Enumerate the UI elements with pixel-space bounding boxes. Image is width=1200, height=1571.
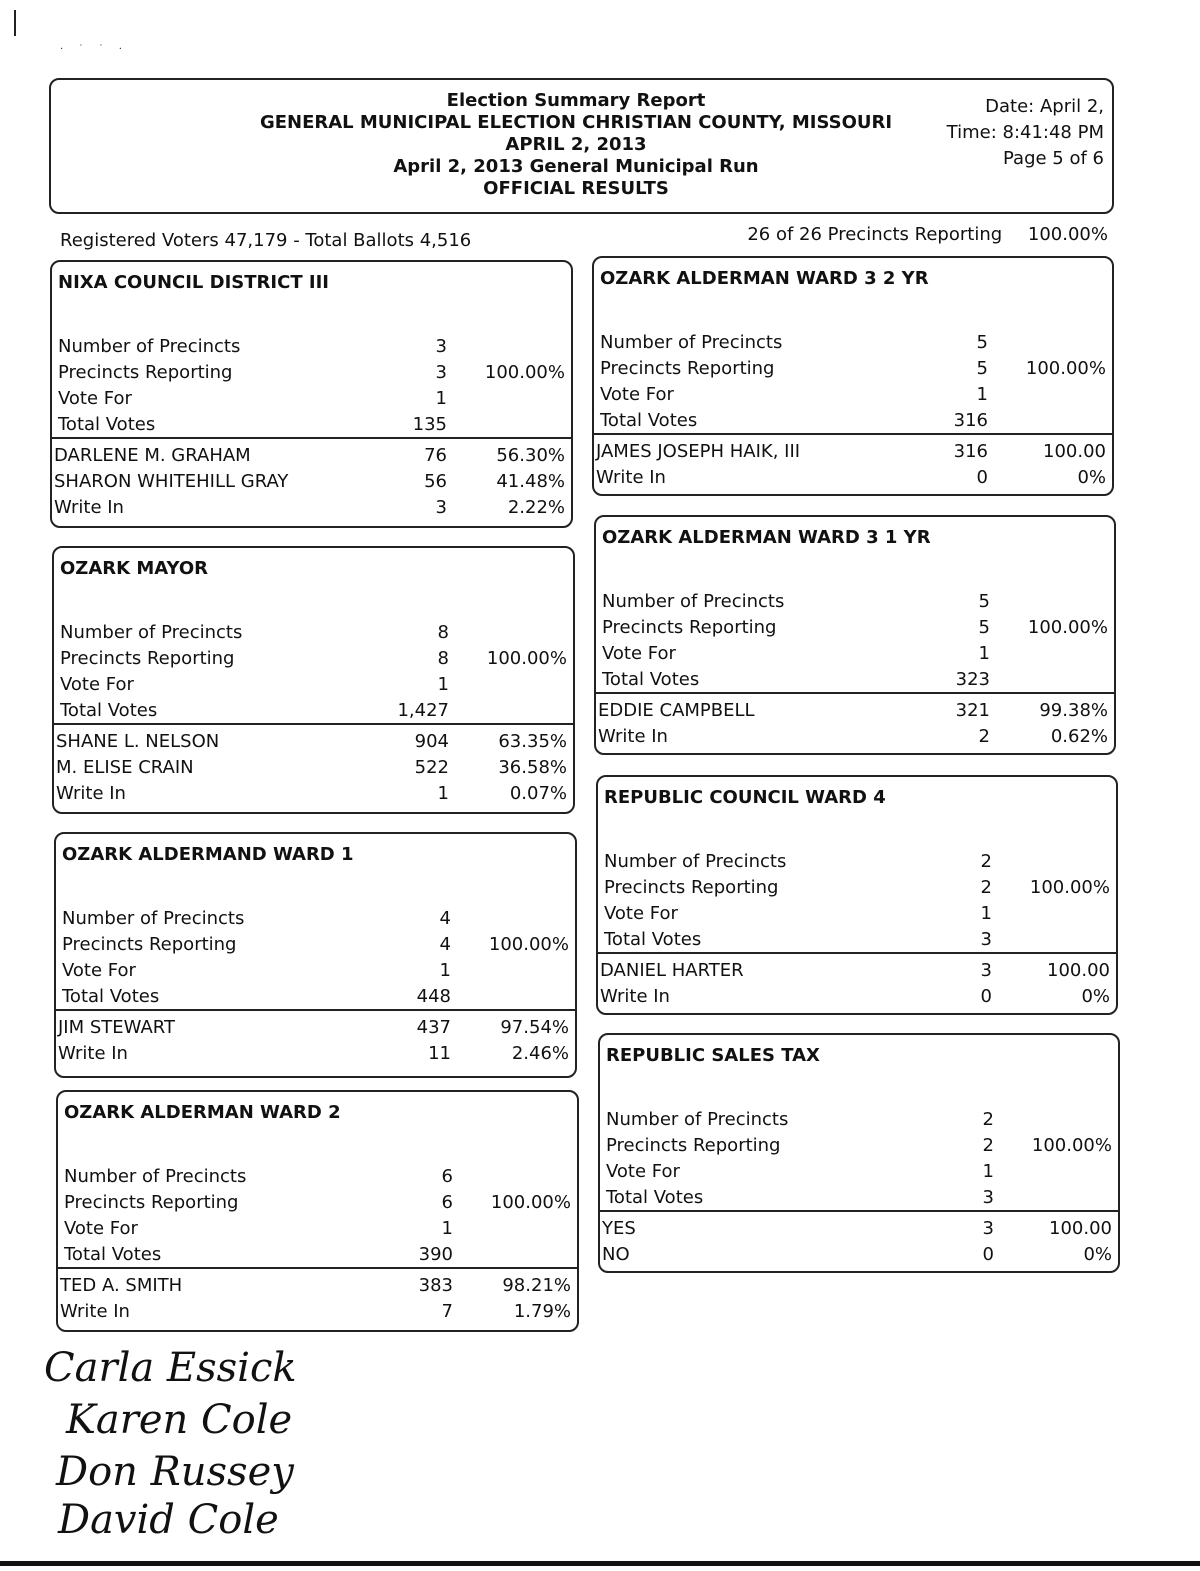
contest-title: OZARK MAYOR <box>60 558 209 579</box>
candidate-percent: 0% <box>1077 467 1106 488</box>
candidate-row <box>54 469 565 495</box>
candidate-name: TED A. SMITH <box>60 1275 183 1296</box>
precincts-reporting-row <box>602 615 1108 641</box>
precincts-reporting-row <box>604 875 1110 901</box>
contest-stats <box>60 620 567 724</box>
stat-percent: 100.00% <box>1027 617 1108 638</box>
run-name: April 2, 2013 General Municipal Run <box>393 156 759 177</box>
contest-title: OZARK ALDERMAND WARD 1 <box>62 844 354 865</box>
stat-value: 5 <box>976 358 988 379</box>
candidate-name: DARLENE M. GRAHAM <box>54 445 251 466</box>
candidate-name: Write In <box>598 726 668 747</box>
stat-label: Vote For <box>606 1161 680 1182</box>
stat-value: 4 <box>439 934 451 955</box>
results-divider <box>56 1009 575 1011</box>
stat-label: Number of Precincts <box>62 908 245 929</box>
candidate-votes: 904 <box>414 731 449 752</box>
number-of-precincts-row <box>62 906 569 932</box>
candidate-row <box>54 443 565 469</box>
candidate-row <box>60 1273 571 1299</box>
candidate-percent: 0% <box>1081 986 1110 1007</box>
stat-value: 3 <box>980 929 992 950</box>
candidate-percent: 0.07% <box>509 783 567 804</box>
signature: David Cole <box>58 1497 279 1543</box>
stat-label: Vote For <box>600 384 674 405</box>
candidate-percent: 99.38% <box>1039 700 1108 721</box>
candidate-row <box>58 1015 569 1041</box>
stat-label: Total Votes <box>64 1244 162 1265</box>
candidate-percent: 100.00 <box>1049 1218 1112 1239</box>
stat-label: Total Votes <box>600 410 698 431</box>
results-divider <box>596 692 1114 694</box>
results-divider <box>54 723 573 725</box>
stat-value: 316 <box>953 410 988 431</box>
stat-value: 1,427 <box>397 700 449 721</box>
precincts-reporting-summary: 26 of 26 Precincts Reporting <box>747 224 1003 245</box>
stat-label: Precincts Reporting <box>58 362 233 383</box>
stat-label: Precincts Reporting <box>62 934 237 955</box>
candidate-votes: 56 <box>424 471 447 492</box>
stat-value: 1 <box>976 384 988 405</box>
stat-label: Vote For <box>602 643 676 664</box>
number-of-precincts-row <box>602 589 1108 615</box>
candidate-votes: 0 <box>976 467 988 488</box>
stat-value: 390 <box>418 1244 453 1265</box>
candidate-name: NO <box>602 1244 630 1265</box>
total-votes-row <box>58 412 565 438</box>
candidate-votes: 7 <box>441 1301 453 1322</box>
candidate-votes: 2 <box>978 726 990 747</box>
candidate-name: M. ELISE CRAIN <box>56 757 194 778</box>
total-votes-row <box>600 408 1106 434</box>
stat-value: 1 <box>978 643 990 664</box>
candidate-list <box>600 958 1110 1010</box>
stat-value: 135 <box>412 414 447 435</box>
candidate-votes: 3 <box>982 1218 994 1239</box>
stat-value: 1 <box>441 1218 453 1239</box>
contest-title: NIXA COUNCIL DISTRICT III <box>58 272 329 293</box>
precincts-reporting-row <box>62 932 569 958</box>
stat-percent: 100.00% <box>1025 358 1106 379</box>
total-votes-row <box>62 984 569 1010</box>
candidate-list <box>56 729 567 807</box>
candidate-row <box>56 755 567 781</box>
candidate-list <box>60 1273 571 1325</box>
stat-value: 5 <box>976 332 988 353</box>
header-meta <box>947 94 1104 172</box>
candidate-row <box>600 958 1110 984</box>
contest-box <box>54 832 577 1078</box>
results-divider <box>52 437 571 439</box>
stat-label: Number of Precincts <box>64 1166 247 1187</box>
candidate-percent: 2.22% <box>507 497 565 518</box>
precincts-reporting-row <box>64 1190 571 1216</box>
stat-value: 1 <box>437 674 449 695</box>
number-of-precincts-row <box>60 620 567 646</box>
contest-box <box>596 775 1118 1015</box>
stat-value: 6 <box>441 1192 453 1213</box>
results-divider <box>594 433 1112 435</box>
vote-for-row <box>600 382 1106 408</box>
stat-label: Number of Precincts <box>606 1109 789 1130</box>
precincts-reporting-row <box>600 356 1106 382</box>
candidate-percent: 97.54% <box>500 1017 569 1038</box>
candidate-row <box>54 495 565 521</box>
stat-label: Number of Precincts <box>60 622 243 643</box>
stat-value: 323 <box>955 669 990 690</box>
stat-label: Vote For <box>58 388 132 409</box>
candidate-votes: 0 <box>982 1244 994 1265</box>
candidate-percent: 0% <box>1083 1244 1112 1265</box>
stat-value: 3 <box>982 1187 994 1208</box>
stat-label: Precincts Reporting <box>600 358 775 379</box>
candidate-name: Write In <box>60 1301 130 1322</box>
candidate-list <box>602 1216 1112 1268</box>
candidate-votes: 0 <box>980 986 992 1007</box>
candidate-percent: 36.58% <box>498 757 567 778</box>
stat-label: Total Votes <box>604 929 702 950</box>
vote-for-row <box>606 1159 1112 1185</box>
stat-label: Total Votes <box>606 1187 704 1208</box>
total-votes-row <box>60 698 567 724</box>
candidate-row <box>602 1216 1112 1242</box>
candidate-votes: 76 <box>424 445 447 466</box>
vote-for-row <box>602 641 1108 667</box>
election-name: GENERAL MUNICIPAL ELECTION CHRISTIAN COUNTY, MISSOURI <box>259 112 893 133</box>
candidate-name: EDDIE CAMPBELL <box>598 700 755 721</box>
vote-for-row <box>64 1216 571 1242</box>
candidate-votes: 3 <box>435 497 447 518</box>
total-votes-row <box>64 1242 571 1268</box>
number-of-precincts-row <box>64 1164 571 1190</box>
candidate-name: YES <box>602 1218 636 1239</box>
candidate-percent: 0.62% <box>1050 726 1108 747</box>
candidate-percent: 100.00 <box>1043 441 1106 462</box>
contest-box <box>598 1033 1120 1273</box>
precincts-reporting-percent: 100.00% <box>1027 224 1108 245</box>
candidate-list <box>54 443 565 521</box>
report-date: Date: April 2, <box>985 96 1104 117</box>
signature: Carla Essick <box>44 1345 297 1391</box>
stat-label: Precincts Reporting <box>60 648 235 669</box>
stat-label: Total Votes <box>62 986 160 1007</box>
stat-percent: 100.00% <box>484 362 565 383</box>
stat-value: 3 <box>435 336 447 357</box>
contest-stats <box>600 330 1106 434</box>
candidate-votes: 316 <box>953 441 988 462</box>
contest-title: REPUBLIC COUNCIL WARD 4 <box>604 787 886 808</box>
candidate-votes: 11 <box>428 1043 451 1064</box>
stat-label: Precincts Reporting <box>604 877 779 898</box>
candidate-percent: 41.48% <box>496 471 565 492</box>
candidate-percent: 98.21% <box>502 1275 571 1296</box>
contest-stats <box>602 589 1108 693</box>
summary-line <box>60 224 1108 251</box>
contest-stats <box>58 334 565 438</box>
candidate-row <box>602 1242 1112 1268</box>
candidate-row <box>598 724 1108 750</box>
signature: Karen Cole <box>66 1397 293 1443</box>
candidate-votes: 383 <box>418 1275 453 1296</box>
candidate-row <box>56 729 567 755</box>
results-status: OFFICIAL RESULTS <box>483 178 669 199</box>
contest-box <box>56 1090 579 1332</box>
candidate-row <box>596 439 1106 465</box>
contest-stats <box>62 906 569 1010</box>
total-votes-row <box>606 1185 1112 1211</box>
stat-percent: 100.00% <box>486 648 567 669</box>
candidate-list <box>596 439 1106 491</box>
candidate-votes: 437 <box>416 1017 451 1038</box>
candidate-name: SHARON WHITEHILL GRAY <box>54 471 289 492</box>
stat-label: Vote For <box>64 1218 138 1239</box>
registered-voters: Registered Voters 47,179 - Total Ballots 4,516 <box>60 230 472 251</box>
stat-label: Number of Precincts <box>604 851 787 872</box>
stat-label: Precincts Reporting <box>606 1135 781 1156</box>
signature: Don Russey <box>56 1449 294 1495</box>
contest-title: REPUBLIC SALES TAX <box>606 1045 820 1066</box>
stat-label: Number of Precincts <box>58 336 241 357</box>
candidate-name: DANIEL HARTER <box>600 960 744 981</box>
report-header <box>49 78 1114 214</box>
candidate-votes: 3 <box>980 960 992 981</box>
contest-title: OZARK ALDERMAN WARD 2 <box>64 1102 341 1123</box>
number-of-precincts-row <box>606 1107 1112 1133</box>
stat-value: 4 <box>439 908 451 929</box>
stat-label: Vote For <box>62 960 136 981</box>
candidate-name: Write In <box>54 497 124 518</box>
contest-stats <box>606 1107 1112 1211</box>
candidate-percent: 2.46% <box>511 1043 569 1064</box>
stat-value: 2 <box>982 1135 994 1156</box>
candidate-percent: 63.35% <box>498 731 567 752</box>
candidate-name: Write In <box>600 986 670 1007</box>
total-votes-row <box>604 927 1110 953</box>
stat-value: 448 <box>416 986 451 1007</box>
vote-for-row <box>60 672 567 698</box>
candidate-percent: 56.30% <box>496 445 565 466</box>
stat-value: 3 <box>435 362 447 383</box>
candidate-row <box>56 781 567 807</box>
stat-label: Number of Precincts <box>600 332 783 353</box>
stat-value: 1 <box>439 960 451 981</box>
stat-percent: 100.00% <box>1031 1135 1112 1156</box>
results-divider <box>598 952 1116 954</box>
stat-value: 6 <box>441 1166 453 1187</box>
stat-value: 1 <box>982 1161 994 1182</box>
stat-percent: 100.00% <box>490 1192 571 1213</box>
scan-bottom-edge <box>0 1561 1200 1566</box>
report-title: Election Summary Report <box>446 90 706 111</box>
vote-for-row <box>604 901 1110 927</box>
stat-label: Precincts Reporting <box>602 617 777 638</box>
stat-label: Total Votes <box>58 414 156 435</box>
results-divider <box>600 1210 1118 1212</box>
candidate-row <box>600 984 1110 1010</box>
precincts-summary <box>747 224 1108 245</box>
contest-title: OZARK ALDERMAN WARD 3 2 YR <box>600 268 929 289</box>
candidate-row <box>596 465 1106 491</box>
candidate-name: SHANE L. NELSON <box>56 731 220 752</box>
stat-percent: 100.00% <box>1029 877 1110 898</box>
stat-value: 1 <box>435 388 447 409</box>
stat-value: 2 <box>980 877 992 898</box>
candidate-votes: 1 <box>437 783 449 804</box>
signatures <box>40 1345 380 1560</box>
stat-value: 2 <box>982 1109 994 1130</box>
total-votes-row <box>602 667 1108 693</box>
contest-box <box>52 546 575 814</box>
candidate-percent: 1.79% <box>513 1301 571 1322</box>
precincts-reporting-row <box>60 646 567 672</box>
candidate-name: JIM STEWART <box>58 1017 175 1038</box>
stat-label: Vote For <box>60 674 134 695</box>
candidate-row <box>598 698 1108 724</box>
vote-for-row <box>62 958 569 984</box>
scan-edge-mark <box>14 10 16 36</box>
stat-label: Total Votes <box>602 669 700 690</box>
contest-stats <box>64 1164 571 1268</box>
precincts-reporting-row <box>58 360 565 386</box>
number-of-precincts-row <box>600 330 1106 356</box>
stat-value: 2 <box>980 851 992 872</box>
scan-specks: · ˙ ˙ · <box>60 44 128 55</box>
stat-value: 8 <box>437 622 449 643</box>
candidate-name: JAMES JOSEPH HAIK, III <box>596 441 801 462</box>
precincts-reporting-row <box>606 1133 1112 1159</box>
candidate-list <box>598 698 1108 750</box>
stat-value: 1 <box>980 903 992 924</box>
report-time: Time: 8:41:48 PM <box>946 122 1104 143</box>
stat-value: 5 <box>978 617 990 638</box>
number-of-precincts-row <box>604 849 1110 875</box>
stat-percent: 100.00% <box>488 934 569 955</box>
page-number: Page 5 of 6 <box>1003 148 1104 169</box>
election-date: APRIL 2, 2013 <box>505 134 647 155</box>
candidate-votes: 522 <box>414 757 449 778</box>
candidate-percent: 100.00 <box>1047 960 1110 981</box>
vote-for-row <box>58 386 565 412</box>
candidate-name: Write In <box>58 1043 128 1064</box>
candidate-list <box>58 1015 569 1067</box>
candidate-name: Write In <box>56 783 126 804</box>
results-divider <box>58 1267 577 1269</box>
candidate-name: Write In <box>596 467 666 488</box>
stat-label: Number of Precincts <box>602 591 785 612</box>
contest-title: OZARK ALDERMAN WARD 3 1 YR <box>602 527 931 548</box>
candidate-row <box>60 1299 571 1325</box>
contest-box <box>592 256 1114 496</box>
stat-label: Vote For <box>604 903 678 924</box>
contest-box <box>50 260 573 528</box>
candidate-votes: 321 <box>955 700 990 721</box>
contest-stats <box>604 849 1110 953</box>
stat-label: Precincts Reporting <box>64 1192 239 1213</box>
header-titles <box>246 90 906 200</box>
number-of-precincts-row <box>58 334 565 360</box>
stat-value: 5 <box>978 591 990 612</box>
contest-box <box>594 515 1116 755</box>
stat-value: 8 <box>437 648 449 669</box>
candidate-row <box>58 1041 569 1067</box>
stat-label: Total Votes <box>60 700 158 721</box>
